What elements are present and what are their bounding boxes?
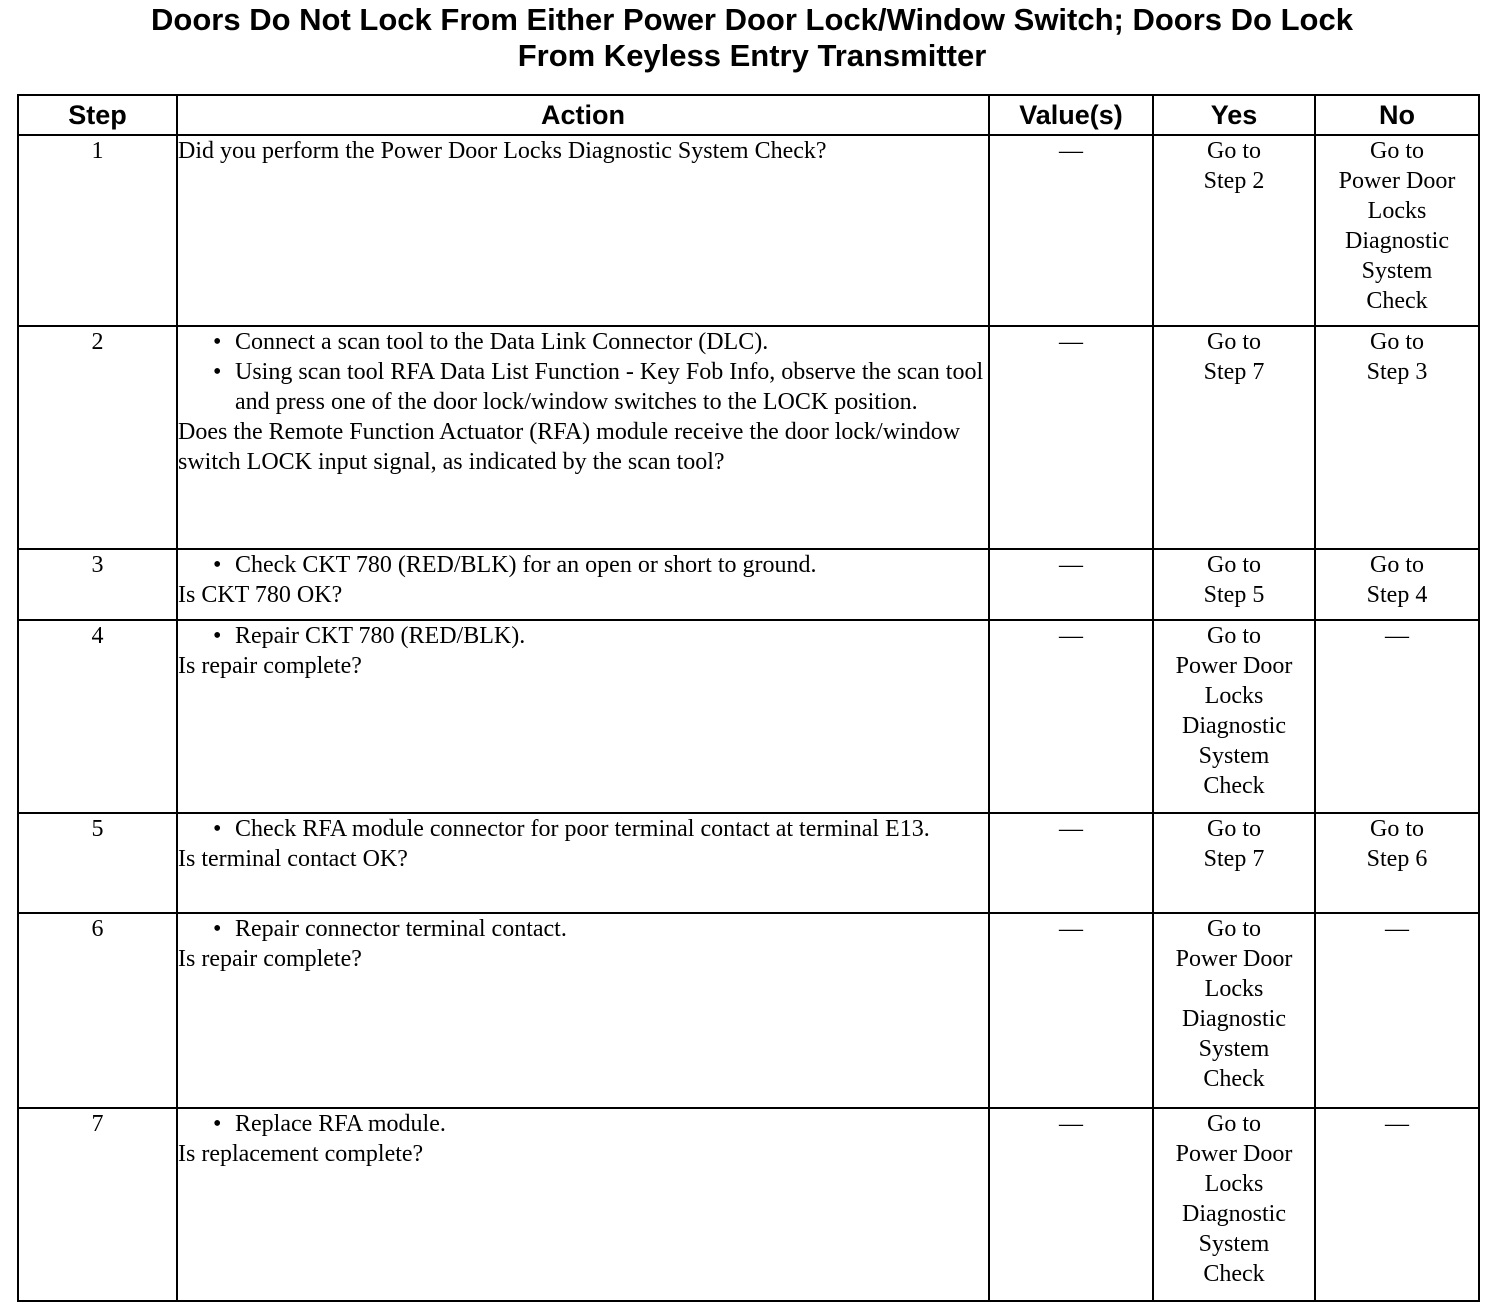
- yes-text: Go to Step 5: [1203, 552, 1265, 608]
- step-cell: 5: [18, 813, 177, 913]
- step-cell: 7: [18, 1108, 177, 1301]
- action-bullet-list: [178, 914, 988, 944]
- yes-text: Go to Power Door Locks Diagnostic System Check: [1175, 623, 1293, 799]
- action-bullet: • Connect a scan tool to the Data Link Connector (DLC).: [178, 327, 988, 357]
- header-action: Action: [177, 95, 989, 135]
- action-bullet-list: [178, 814, 988, 844]
- yes-text: Go to Power Door Locks Diagnostic System Check: [1175, 916, 1293, 1092]
- yes-text: Go to Power Door Locks Diagnostic System Check: [1175, 1111, 1293, 1287]
- value-cell: —: [989, 326, 1153, 549]
- table-row: [18, 549, 1479, 620]
- no-cell: [1315, 135, 1479, 326]
- action-bullet: • Check CKT 780 (RED/BLK) for an open or short to ground.: [178, 550, 988, 580]
- no-cell: [1315, 1108, 1479, 1301]
- table-row: [18, 1108, 1479, 1301]
- table-row: [18, 326, 1479, 549]
- page-title-line-1: Doors Do Not Lock From Either Power Door Lock/Window Switch; Doors Do Lock: [151, 2, 1353, 37]
- action-cell: [177, 326, 989, 549]
- action-bullet-list: [178, 327, 988, 417]
- no-text: —: [1385, 623, 1409, 649]
- no-cell: [1315, 326, 1479, 549]
- value-cell: —: [989, 813, 1153, 913]
- value-cell: —: [989, 135, 1153, 326]
- action-question: Is repair complete?: [178, 653, 362, 679]
- step-cell: 2: [18, 326, 177, 549]
- action-question: Is CKT 780 OK?: [178, 582, 343, 608]
- value-cell: —: [989, 620, 1153, 813]
- no-text: —: [1385, 916, 1409, 942]
- yes-cell: [1153, 135, 1315, 326]
- no-text: Go to Step 4: [1366, 552, 1428, 608]
- diagnostic-table: [17, 94, 1480, 1302]
- step-cell: 4: [18, 620, 177, 813]
- action-bullet: • Replace RFA module.: [178, 1109, 988, 1139]
- table-row: [18, 813, 1479, 913]
- action-question: Is repair complete?: [178, 946, 362, 972]
- action-bullet: • Using scan tool RFA Data List Function - Key Fob Info, observe the scan tool and press one of the door lock/window switches to the LOCK position.: [178, 357, 988, 417]
- header-row: [18, 95, 1479, 135]
- yes-cell: [1153, 549, 1315, 620]
- yes-text: Go to Step 2: [1203, 138, 1265, 194]
- yes-cell: [1153, 1108, 1315, 1301]
- step-cell: 3: [18, 549, 177, 620]
- no-cell: [1315, 549, 1479, 620]
- table-row: [18, 135, 1479, 326]
- action-bullet: • Repair CKT 780 (RED/BLK).: [178, 621, 988, 651]
- no-cell: [1315, 620, 1479, 813]
- yes-text: Go to Step 7: [1203, 816, 1265, 872]
- action-bullet: • Check RFA module connector for poor terminal contact at terminal E13.: [178, 814, 988, 844]
- no-cell: [1315, 913, 1479, 1108]
- action-bullet-list: [178, 1109, 988, 1139]
- yes-cell: [1153, 813, 1315, 913]
- table-body: [18, 135, 1479, 1301]
- value-cell: —: [989, 913, 1153, 1108]
- action-cell: [177, 1108, 989, 1301]
- step-cell: 6: [18, 913, 177, 1108]
- table-row: [18, 620, 1479, 813]
- action-cell: [177, 913, 989, 1108]
- header-values: Value(s): [989, 95, 1153, 135]
- value-cell: —: [989, 1108, 1153, 1301]
- action-question: Is terminal contact OK?: [178, 846, 408, 872]
- action-question: Is replacement complete?: [178, 1141, 424, 1167]
- no-text: Go to Step 6: [1366, 816, 1428, 872]
- action-question: Does the Remote Function Actuator (RFA) module receive the door lock/window switch LOCK input signal, as indicated by the scan tool?: [178, 419, 961, 475]
- yes-cell: [1153, 326, 1315, 549]
- no-text: Go to Power Door Locks Diagnostic System Check: [1338, 138, 1456, 314]
- action-cell: [177, 620, 989, 813]
- step-cell: 1: [18, 135, 177, 326]
- header-yes: Yes: [1153, 95, 1315, 135]
- action-cell: [177, 135, 989, 326]
- action-cell: [177, 549, 989, 620]
- header-no: No: [1315, 95, 1479, 135]
- no-text: —: [1385, 1111, 1409, 1137]
- action-bullet-list: [178, 550, 988, 580]
- yes-cell: [1153, 620, 1315, 813]
- action-bullet: • Repair connector terminal contact.: [178, 914, 988, 944]
- action-bullet-list: [178, 621, 988, 651]
- no-cell: [1315, 813, 1479, 913]
- yes-cell: [1153, 913, 1315, 1108]
- value-cell: —: [989, 549, 1153, 620]
- header-step: Step: [18, 95, 177, 135]
- no-text: Go to Step 3: [1366, 329, 1428, 385]
- action-question: Did you perform the Power Door Locks Diagnostic System Check?: [178, 138, 827, 164]
- page-title: [0, 2, 1504, 74]
- page-title-line-2: From Keyless Entry Transmitter: [517, 38, 987, 73]
- action-cell: [177, 813, 989, 913]
- yes-text: Go to Step 7: [1203, 329, 1265, 385]
- table-row: [18, 913, 1479, 1108]
